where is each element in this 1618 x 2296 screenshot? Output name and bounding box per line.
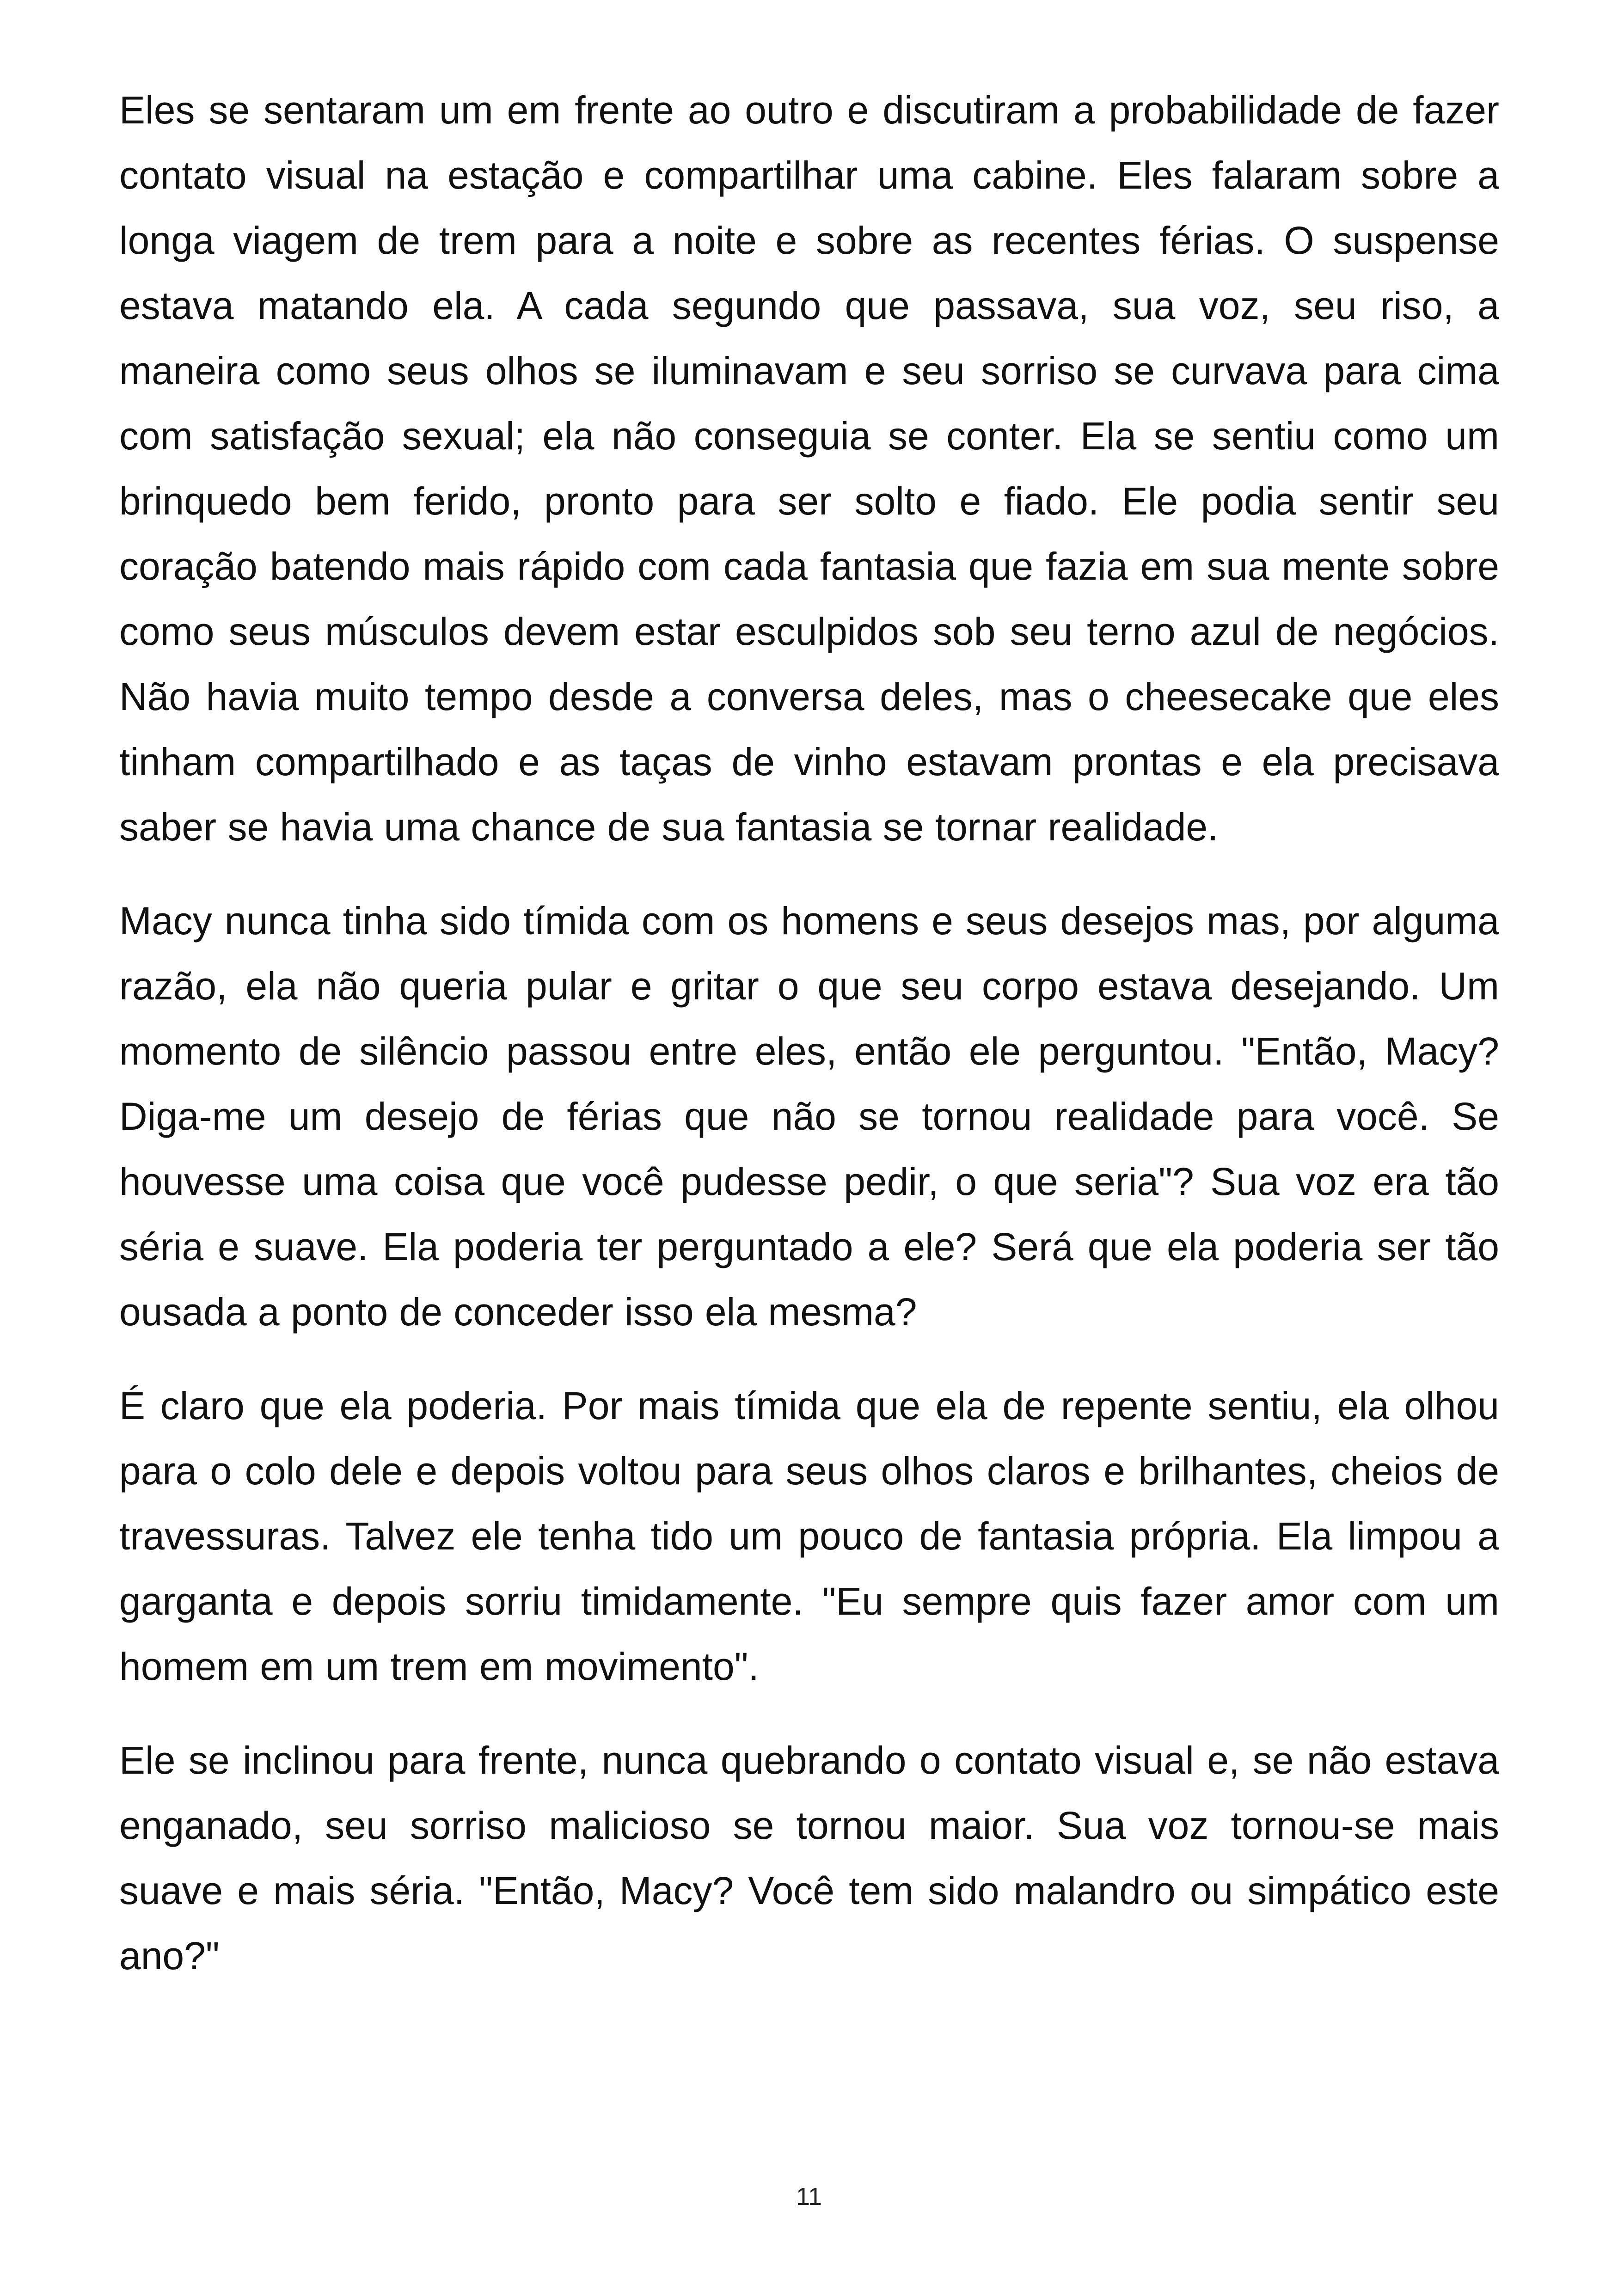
paragraph-2: Macy nunca tinha sido tímida com os homens e seus desejos mas, por alguma razão, ela não queria pular e gritar o que seu corpo estava desejando. Um momento de silêncio passou entre eles, então ele perguntou. "Então, Macy? Diga-me um desejo de férias que não se tornou realidade para você. Se houvesse uma coisa que você pudesse pedir, o que seria"? Sua voz era tão séria e suave. Ela poderia ter perguntado a ele? Será que ela poderia ser tão ousada a ponto de conceder isso ela mesma?: [119, 899, 1499, 1334]
paragraph-3: É claro que ela poderia. Por mais tímida que ela de repente sentiu, ela olhou para o colo dele e depois voltou para seus olhos claros e brilhantes, cheios de travessuras. Talvez ele tenha tido um pouco de fantasia própria. Ela limpou a garganta e depois sorriu timidamente. "Eu sempre quis fazer amor com um homem em um trem em movimento".: [119, 1384, 1499, 1688]
text-body: [119, 78, 1499, 2017]
page-number: 11: [796, 2183, 822, 2210]
paragraph-4: Ele se inclinou para frente, nunca quebrando o contato visual e, se não estava enganado, seu sorriso malicioso se tornou maior. Sua voz tornou-se mais suave e mais séria. "Então, Macy? Você tem sido malandro ou simpático este ano?": [119, 1739, 1499, 1978]
paragraph-1: Eles se sentaram um em frente ao outro e discutiram a probabilidade de fazer contato visual na estação e compartilhar uma cabine. Eles falaram sobre a longa viagem de trem para a noite e sobre as recentes férias. O suspense estava matando ela. A cada segundo que passava, sua voz, seu riso, a maneira como seus olhos se iluminavam e seu sorriso se curvava para cima com satisfação sexual; ela não conseguia se conter. Ela se sentiu como um brinquedo bem ferido, pronto para ser solto e fiado. Ele podia sentir seu coração batendo mais rápido com cada fantasia que fazia em sua mente sobre como seus músculos devem estar esculpidos sob seu terno azul de negócios. Não havia muito tempo desde a conversa deles, mas o cheesecake que eles tinham compartilhado e as taças de vinho estavam prontas e ela precisava saber se havia uma chance de sua fantasia se tornar realidade.: [119, 88, 1499, 849]
